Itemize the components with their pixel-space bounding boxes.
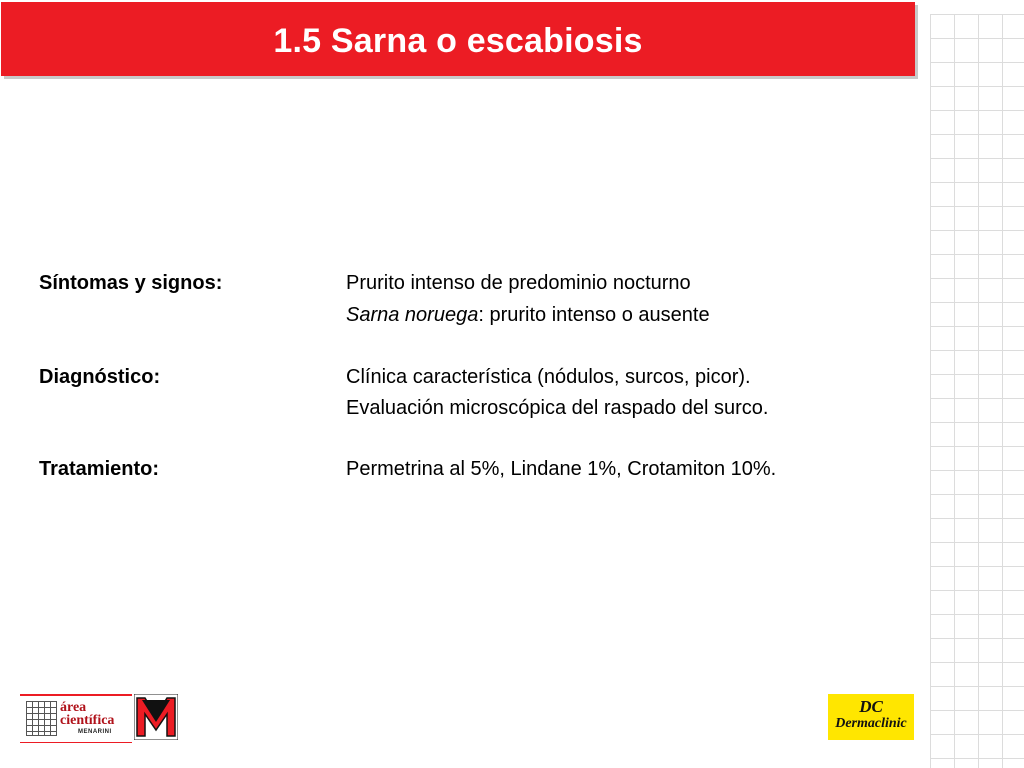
symptoms-line-1: Prurito intenso de predominio nocturno xyxy=(346,272,691,294)
area-logo-text-2: científica xyxy=(60,713,115,728)
title-bar xyxy=(1,2,915,76)
dermaclinic-mark: DC xyxy=(859,697,883,716)
treatment-label: Tratamiento: xyxy=(39,458,160,480)
diagnosis-line-2: Evaluación microscópica del raspado del surco. xyxy=(346,397,769,419)
decorative-grid xyxy=(930,14,1024,768)
symptoms-label: Síntomas y signos: xyxy=(39,272,223,294)
treatment-line-1: Permetrina al 5%, Lindane 1%, Crotamiton 10%. xyxy=(346,458,777,480)
symptoms-line-2-italic: Sarna noruega xyxy=(346,304,479,326)
symptoms-line-2-text: : prurito intenso o ausente xyxy=(478,304,710,326)
dermaclinic-name: Dermaclinic xyxy=(835,716,907,731)
diagnosis-label: Diagnóstico: xyxy=(39,366,161,388)
grid-icon xyxy=(26,701,57,736)
area-logo-text-1: área xyxy=(60,700,87,715)
diagnosis-line-1: Clínica característica (nódulos, surcos, picor). xyxy=(346,366,751,388)
menarini-m-logo-icon xyxy=(134,694,178,740)
slide-title: 1.5 Sarna o escabiosis xyxy=(273,22,643,60)
area-logo-text-3: MENARINI xyxy=(78,729,112,735)
area-cientifica-logo xyxy=(20,694,132,743)
dermaclinic-logo xyxy=(828,694,914,740)
symptoms-line-2 xyxy=(346,304,710,327)
